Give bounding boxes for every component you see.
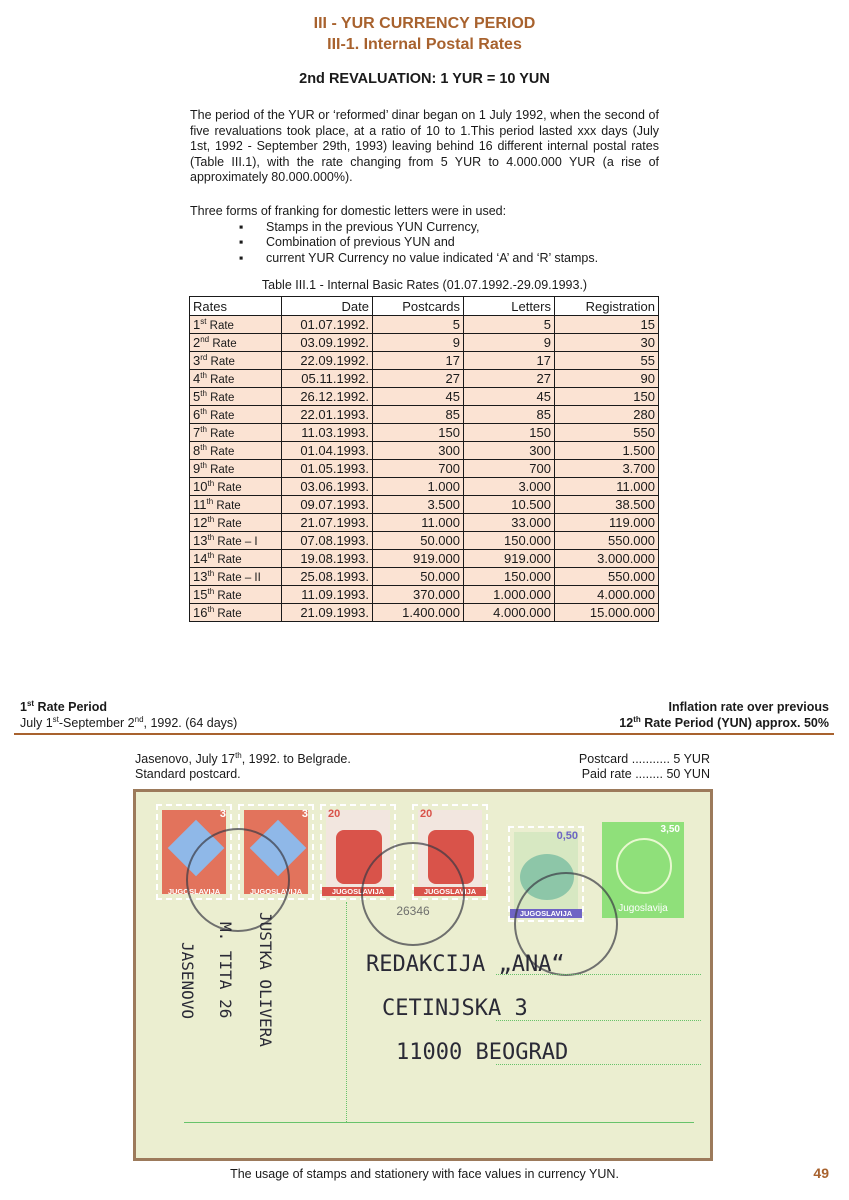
cell-registration: 280 — [555, 406, 659, 424]
section-divider — [14, 733, 834, 735]
cell-letters: 27 — [464, 370, 555, 388]
stamp-country: JUGOSLAVIJA — [249, 887, 303, 896]
franking-section — [190, 204, 670, 266]
stamp-country: JUGOSLAVIJA — [414, 887, 486, 896]
handwritten-sender: JUSTKA OLIVERA — [256, 912, 275, 1047]
rates-table-body — [190, 316, 659, 622]
column-header: Date — [282, 297, 373, 316]
column-header: Postcards — [373, 297, 464, 316]
cell-letters: 17 — [464, 352, 555, 370]
cell-letters: 919.000 — [464, 550, 555, 568]
item-origin: Jasenovo, July 17th, 1992. to Belgrade. — [135, 751, 351, 766]
postmark-code: 26346 — [396, 904, 430, 918]
table-row — [190, 334, 659, 352]
cell-postcards: 17 — [373, 352, 464, 370]
table-row — [190, 478, 659, 496]
imprinted-stamp — [602, 822, 684, 918]
handwritten-sender: M. TITA 26 — [216, 922, 235, 1019]
cell-date: 11.09.1993. — [282, 586, 373, 604]
cell-postcards: 85 — [373, 406, 464, 424]
cell-date: 03.06.1993. — [282, 478, 373, 496]
cell-registration: 15 — [555, 316, 659, 334]
cell-letters: 150.000 — [464, 532, 555, 550]
postmark — [361, 842, 465, 946]
cell-date: 22.01.1993. — [282, 406, 373, 424]
cell-date: 26.12.1992. — [282, 388, 373, 406]
inflation-line2: 12th Rate Period (YUN) approx. 50% — [619, 715, 829, 730]
list-item: ▪ Combination of previous YUN and — [239, 235, 455, 249]
cell-letters: 85 — [464, 406, 555, 424]
cell-postcards: 50.000 — [373, 568, 464, 586]
table-row — [190, 496, 659, 514]
rate-label: 11th Rate — [190, 496, 282, 514]
cell-postcards: 919.000 — [373, 550, 464, 568]
stamp-country: JUGOSLAVIJA — [167, 887, 221, 896]
rate-label: 2nd Rate — [190, 334, 282, 352]
stamp-value: 0,50 — [556, 830, 578, 842]
cell-date: 25.08.1993. — [282, 568, 373, 586]
rate-label: 15th Rate — [190, 586, 282, 604]
cell-postcards: 11.000 — [373, 514, 464, 532]
cell-registration: 550.000 — [555, 532, 659, 550]
cell-date: 09.07.1993. — [282, 496, 373, 514]
section-title: III-1. Internal Postal Rates — [327, 36, 522, 53]
table-header-row — [190, 297, 659, 316]
cell-registration: 1.500 — [555, 442, 659, 460]
rate-label: 12th Rate — [190, 514, 282, 532]
cell-letters: 5 — [464, 316, 555, 334]
cell-postcards: 700 — [373, 460, 464, 478]
table-row — [190, 406, 659, 424]
cell-letters: 150 — [464, 424, 555, 442]
cell-date: 05.11.1992. — [282, 370, 373, 388]
intro-paragraph: The period of the YUR or ‘reformed’ dinar began on 1 July 1992, when the second of five revaluations took place, at a ratio of 10 to 1.This period lasted xxx days (July 1st, 1992 - September 29th, 1993) leaving behind 16 different internal postal rates (Table III.1), with the rate changing from 5 YUR to 4.000.000 YUR (a rise of approximately 80.000.000%). — [190, 108, 659, 184]
rate-label: 7th Rate — [190, 424, 282, 442]
stamp-country: Jugoslavija — [618, 903, 668, 914]
cell-date: 11.03.1993. — [282, 424, 373, 442]
cell-date: 01.04.1993. — [282, 442, 373, 460]
cell-postcards: 27 — [373, 370, 464, 388]
stamp-country: JUGOSLAVIJA — [322, 887, 394, 896]
cell-postcards: 45 — [373, 388, 464, 406]
chapter-title: III - YUR CURRENCY PERIOD — [313, 15, 536, 32]
rate-label: 8th Rate — [190, 442, 282, 460]
table-row — [190, 442, 659, 460]
cell-registration: 150 — [555, 388, 659, 406]
cell-date: 03.09.1992. — [282, 334, 373, 352]
column-header: Letters — [464, 297, 555, 316]
rate-label: 1st Rate — [190, 316, 282, 334]
table-row — [190, 568, 659, 586]
handwritten-address: CETINJSKA 3 — [382, 996, 528, 1021]
cell-postcards: 300 — [373, 442, 464, 460]
table-row — [190, 316, 659, 334]
table-caption: Table III.1 - Internal Basic Rates (01.07.1992.-29.09.1993.) — [261, 278, 588, 292]
cell-postcards: 1.400.000 — [373, 604, 464, 622]
card-divider — [346, 902, 347, 1122]
column-header: Registration — [555, 297, 659, 316]
list-item: ▪ current YUR Currency no value indicated ‘A’ and ‘R’ stamps. — [239, 250, 599, 265]
stamp-value: 3,50 — [660, 824, 680, 835]
table-row — [190, 604, 659, 622]
cell-registration: 550.000 — [555, 568, 659, 586]
cell-registration: 38.500 — [555, 496, 659, 514]
cell-registration: 3.700 — [555, 460, 659, 478]
rate-label: 5th Rate — [190, 388, 282, 406]
cell-registration: 4.000.000 — [555, 586, 659, 604]
cell-postcards: 370.000 — [373, 586, 464, 604]
rate-label: 3rd Rate — [190, 352, 282, 370]
franking-lead: Three forms of franking for domestic letters were in used: — [190, 204, 507, 218]
handwritten-sender: JASENOVO — [178, 942, 197, 1020]
inflation-line1: Inflation rate over previous — [668, 700, 829, 714]
handwritten-address: REDAKCIJA „ANA“ — [366, 952, 565, 977]
cell-letters: 33.000 — [464, 514, 555, 532]
page-number: 49 — [813, 1165, 829, 1181]
column-header: Rates — [190, 297, 282, 316]
cell-postcards: 3.500 — [373, 496, 464, 514]
cell-postcards: 9 — [373, 334, 464, 352]
rate-label: 13th Rate – II — [190, 568, 282, 586]
list-item: ▪ Stamps in the previous YUN Currency, — [239, 219, 480, 234]
table-row — [190, 370, 659, 388]
postcard-image — [133, 789, 713, 1161]
item-type: Standard postcard. — [135, 767, 241, 781]
cell-registration: 90 — [555, 370, 659, 388]
cell-registration: 11.000 — [555, 478, 659, 496]
stamp-illustration — [616, 838, 672, 894]
cell-registration: 3.000.000 — [555, 550, 659, 568]
cell-letters: 3.000 — [464, 478, 555, 496]
cell-postcards: 1.000 — [373, 478, 464, 496]
rate-label: 4th Rate — [190, 370, 282, 388]
table-row — [190, 550, 659, 568]
cell-date: 19.08.1993. — [282, 550, 373, 568]
cell-date: 22.09.1992. — [282, 352, 373, 370]
cell-registration: 15.000.000 — [555, 604, 659, 622]
table-row — [190, 532, 659, 550]
handwritten-address: 11000 BEOGRAD — [396, 1040, 569, 1065]
cell-date: 01.07.1992. — [282, 316, 373, 334]
revaluation-heading: 2nd REVALUATION: 1 YUR = 10 YUN — [299, 71, 550, 87]
cell-letters: 300 — [464, 442, 555, 460]
stamp-value: 20 — [420, 808, 433, 820]
period-dates: July 1st-September 2nd, 1992. (64 days) — [20, 715, 238, 730]
cell-postcards: 150 — [373, 424, 464, 442]
cell-letters: 9 — [464, 334, 555, 352]
cell-date: 21.09.1993. — [282, 604, 373, 622]
period-title: 1st Rate Period — [20, 699, 108, 714]
rates-table — [189, 296, 659, 622]
rate-label: 6th Rate — [190, 406, 282, 424]
cell-letters: 700 — [464, 460, 555, 478]
table-row — [190, 460, 659, 478]
table-row — [190, 514, 659, 532]
cell-postcards: 5 — [373, 316, 464, 334]
paid-rate: Paid rate ........ 50 YUN — [581, 767, 710, 781]
rate-label: 16th Rate — [190, 604, 282, 622]
stamp-value: 20 — [328, 808, 341, 820]
franking-list — [190, 220, 670, 267]
figure-caption: The usage of stamps and stationery with face values in currency YUN. — [230, 1167, 619, 1181]
stamp-value: 3 — [301, 808, 308, 820]
table-row — [190, 424, 659, 442]
cell-registration: 550 — [555, 424, 659, 442]
rate-label: 10th Rate — [190, 478, 282, 496]
cell-letters: 4.000.000 — [464, 604, 555, 622]
cell-date: 01.05.1993. — [282, 460, 373, 478]
cell-date: 07.08.1993. — [282, 532, 373, 550]
stamp-value: 3 — [219, 808, 226, 820]
cell-letters: 1.000.000 — [464, 586, 555, 604]
table-row — [190, 352, 659, 370]
cell-letters: 150.000 — [464, 568, 555, 586]
rate-label: 13th Rate – I — [190, 532, 282, 550]
card-base-line — [184, 1122, 694, 1123]
cell-registration: 30 — [555, 334, 659, 352]
cell-registration: 119.000 — [555, 514, 659, 532]
postcard-rate: Postcard ........... 5 YUR — [578, 752, 710, 766]
table-row — [190, 586, 659, 604]
cell-registration: 55 — [555, 352, 659, 370]
stamp-country: JUGOSLAVIJA — [510, 909, 582, 918]
cell-letters: 45 — [464, 388, 555, 406]
cell-date: 21.07.1993. — [282, 514, 373, 532]
cell-postcards: 50.000 — [373, 532, 464, 550]
table-row — [190, 388, 659, 406]
cell-letters: 10.500 — [464, 496, 555, 514]
rate-label: 14th Rate — [190, 550, 282, 568]
rate-label: 9th Rate — [190, 460, 282, 478]
